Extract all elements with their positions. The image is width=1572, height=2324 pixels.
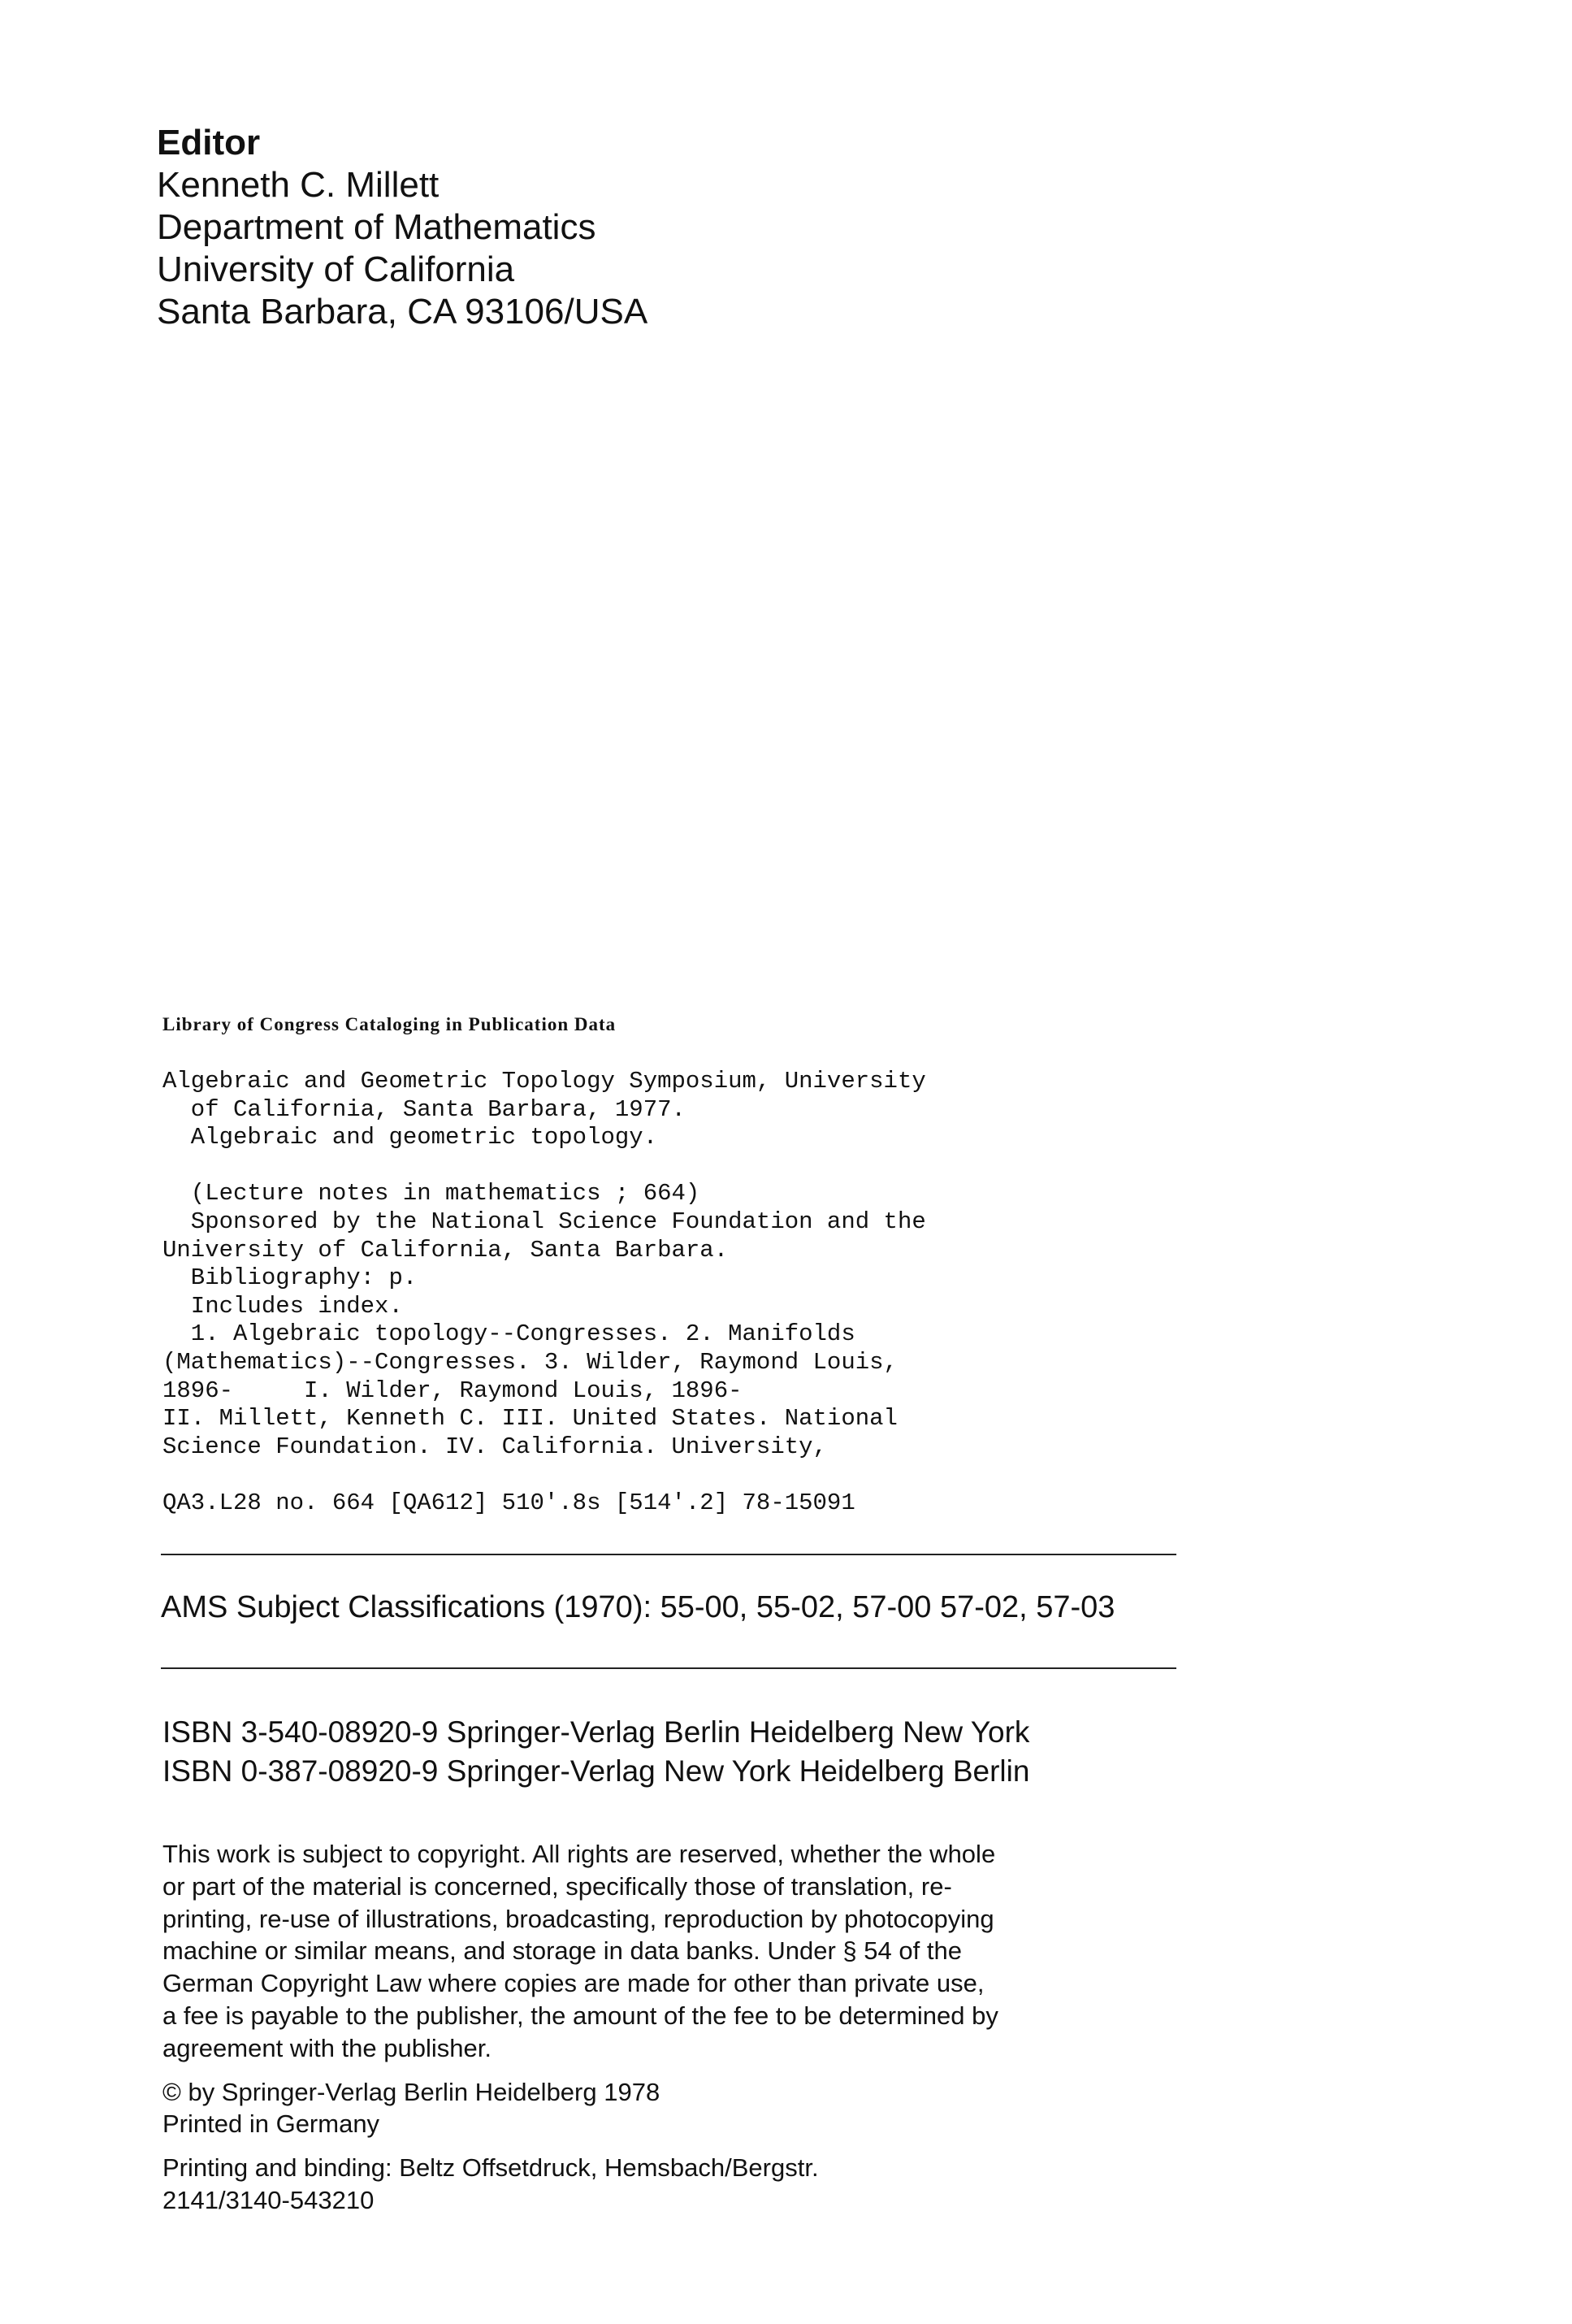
editor-department: Department of Mathematics xyxy=(157,207,596,247)
editor-block xyxy=(157,122,647,333)
editor-address: Santa Barbara, CA 93106/USA xyxy=(157,292,648,332)
copyright-notice-line: or part of the material is concerned, specifically those of translation, re- xyxy=(162,1871,952,1901)
printed-in: Printed in Germany xyxy=(162,2109,380,2139)
editor-name: Kenneth C. Millett xyxy=(157,165,440,205)
isbn-line: ISBN 0-387-08920-9 Springer-Verlag New York Heidelberg Berlin xyxy=(162,1754,1030,1788)
print-code: 2141/3140-543210 xyxy=(162,2185,375,2214)
editor-university: University of California xyxy=(157,249,515,289)
copyright-notice-line: machine or similar means, and storage in data banks. Under § 54 of the xyxy=(162,1936,962,1966)
cataloging-heading: Library of Congress Cataloging in Publication Data xyxy=(162,1014,617,1034)
editor-heading: Editor xyxy=(157,123,261,163)
copyright-notice-line: agreement with the publisher. xyxy=(162,2033,492,2062)
cataloging-block xyxy=(162,1014,926,1518)
copyright-notice-line: printing, re-use of illustrations, broadcasting, reproduction by photocopying xyxy=(162,1904,994,1933)
copyright-notice-line: German Copyright Law where copies are made for other than private use, xyxy=(162,1969,985,1998)
copyright-notice-line: a fee is payable to the publisher, the amount of the fee to be determined by xyxy=(162,2001,998,2030)
publisher-copyright: © by Springer-Verlag Berlin Heidelberg 1978 xyxy=(162,2077,660,2106)
divider-top xyxy=(161,1554,1176,1555)
ams-classifications: AMS Subject Classifications (1970): 55-00, 55-02, 57-00 57-02, 57-03 xyxy=(161,1590,1115,1624)
copyright-notice-line: This work is subject to copyright. All rights are reserved, whether the whole xyxy=(162,1840,996,1868)
printing-binding: Printing and binding: Beltz Offsetdruck, Hemsbach/Bergstr. xyxy=(162,2153,819,2183)
cataloging-text: Algebraic and Geometric Topology Symposium, University of California, Santa Barbara, 1977. Algebraic and geometric topology. (Lecture notes in mathematics ; 664) Sponsored by the National Science Foundation and the University of California, Santa Barbara. Bibliography: p. Includes index. 1. Algebraic topology--Congresses. 2. Manifolds (Mathematics)--Congresses. 3. Wilder, Raymond Louis, 1896- I. Wilder, Raymond Louis, 1896- II. Millett, Kenneth C. III. United States. National Science Foundation. IV. California. University, QA3.L28 no. 664 [QA612] 510'.8s [514'.2] 78-15091 xyxy=(162,1068,926,1516)
isbn-block xyxy=(162,1713,1029,1791)
isbn-line: ISBN 3-540-08920-9 Springer-Verlag Berlin Heidelberg New York xyxy=(162,1715,1030,1749)
divider-bottom xyxy=(161,1667,1176,1669)
copyright-block xyxy=(162,1838,1137,2217)
